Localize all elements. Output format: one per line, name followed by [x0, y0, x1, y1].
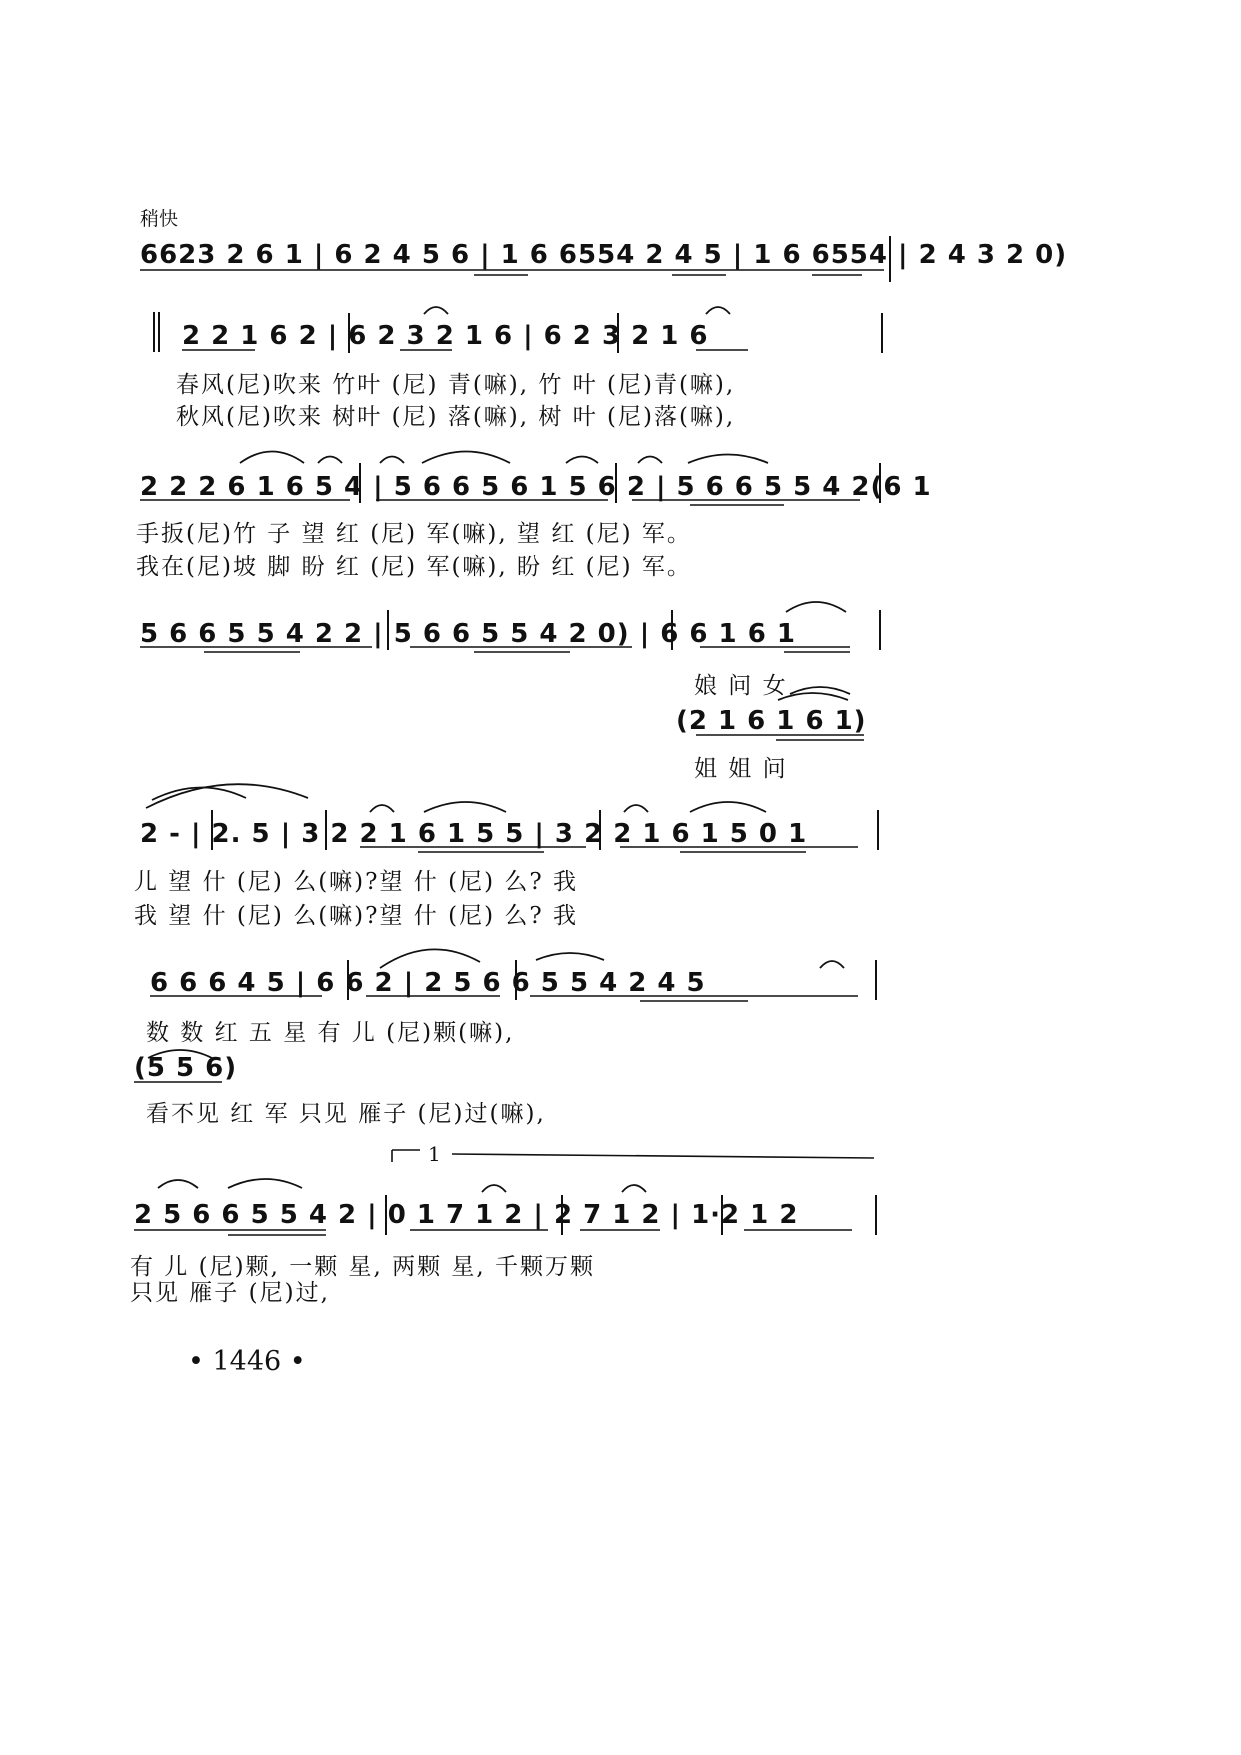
- row-1-lines: [140, 236, 890, 282]
- ending-marker: 1: [428, 1142, 441, 1166]
- score-row-6-lyric: 数 数 红 五 星 有 儿 (尼)颗(嘛),: [146, 1020, 515, 1046]
- row-3-lines: [140, 452, 880, 506]
- score-row-7-notes: 2 5 6 6 5 5 4 2 | 0 1 7 1 2 | 2 7 1 2 | 1·2 1 2: [134, 1200, 799, 1230]
- row-6-lines: [134, 949, 876, 1082]
- tempo-marking: 稍快: [140, 208, 179, 230]
- row-2-lines: [154, 307, 882, 353]
- score-row-6-alt-lyric: 看不见 红 军 只见 雁子 (尼)过(嘛),: [146, 1101, 546, 1127]
- score-row-1-notes: 6623 2 6 1 | 6 2 4 5 6 | 1 6 6554 2 4 5 | 1 6 6554 | 2 4 3 2 0): [140, 240, 1068, 270]
- score-row-6-alt-notes: (5 5 6): [134, 1053, 238, 1083]
- score-row-2-lyric-verse-2: 秋风(尼)吹来 树叶 (尼) 落(嘛), 树 叶 (尼)落(嘛),: [176, 404, 736, 430]
- score-row-5-notes: 2 - | 2. 5 | 3 2 2 1 6 1 5 5 | 3 2 2 1 6 1 5 0 1: [140, 819, 808, 849]
- score-row-2-notes: 2 2 1 6 2 | 6 2 3 2 1 6 | 6 2 3 2 1 6: [182, 321, 709, 351]
- score-row-4-alt-notes: (2 1 6 1 6 1): [676, 706, 867, 736]
- score-row-2-lyric-verse-1: 春风(尼)吹来 竹叶 (尼) 青(嘛), 竹 叶 (尼)青(嘛),: [176, 372, 736, 398]
- score-row-3-lyric-verse-1: 手扳(尼)竹 子 望 红 (尼) 军(嘛), 望 红 (尼) 军。: [136, 521, 692, 547]
- score-row-3-lyric-verse-2: 我在(尼)坡 脚 盼 红 (尼) 军(嘛), 盼 红 (尼) 军。: [136, 554, 692, 580]
- score-row-6-notes: 6 6 6 4 5 | 6 6 2 | 2 5 6 6 5 5 4 2 4 5: [150, 968, 706, 998]
- score-row-7-lyric-verse-1: 有 儿 (尼)颗, 一颗 星, 两颗 星, 千颗万颗: [130, 1254, 596, 1280]
- score-row-4-alt-lyric: 姐 姐 问: [694, 756, 788, 782]
- row-7-lines: [134, 1179, 876, 1235]
- score-row-4-notes: 5 6 6 5 5 4 2 2 | 5 6 6 5 5 4 2 0) | 6 6 1 6 1: [140, 619, 796, 649]
- score-row-5-lyric-verse-2: 我 望 什 (尼) 么(嘛)?望 什 (尼) 么? 我: [134, 903, 578, 929]
- ending-bracket: [392, 1150, 874, 1162]
- row-4-lines: [140, 602, 880, 740]
- score-row-4-lyric: 娘 问 女: [694, 673, 788, 699]
- score-row-3-notes: 2 2 2 6 1 6 5 4 | 5 6 6 5 6 1 5 6 2 | 5 6 6 5 5 4 2(6 1: [140, 472, 932, 502]
- score-row-7-lyric-verse-2: 只见 雁子 (尼)过,: [130, 1280, 330, 1306]
- page-number: • 1446 •: [188, 1346, 306, 1377]
- row-5-lines: [146, 784, 878, 852]
- score-row-5-lyric-verse-1: 儿 望 什 (尼) 么(嘛)?望 什 (尼) 么? 我: [134, 869, 578, 895]
